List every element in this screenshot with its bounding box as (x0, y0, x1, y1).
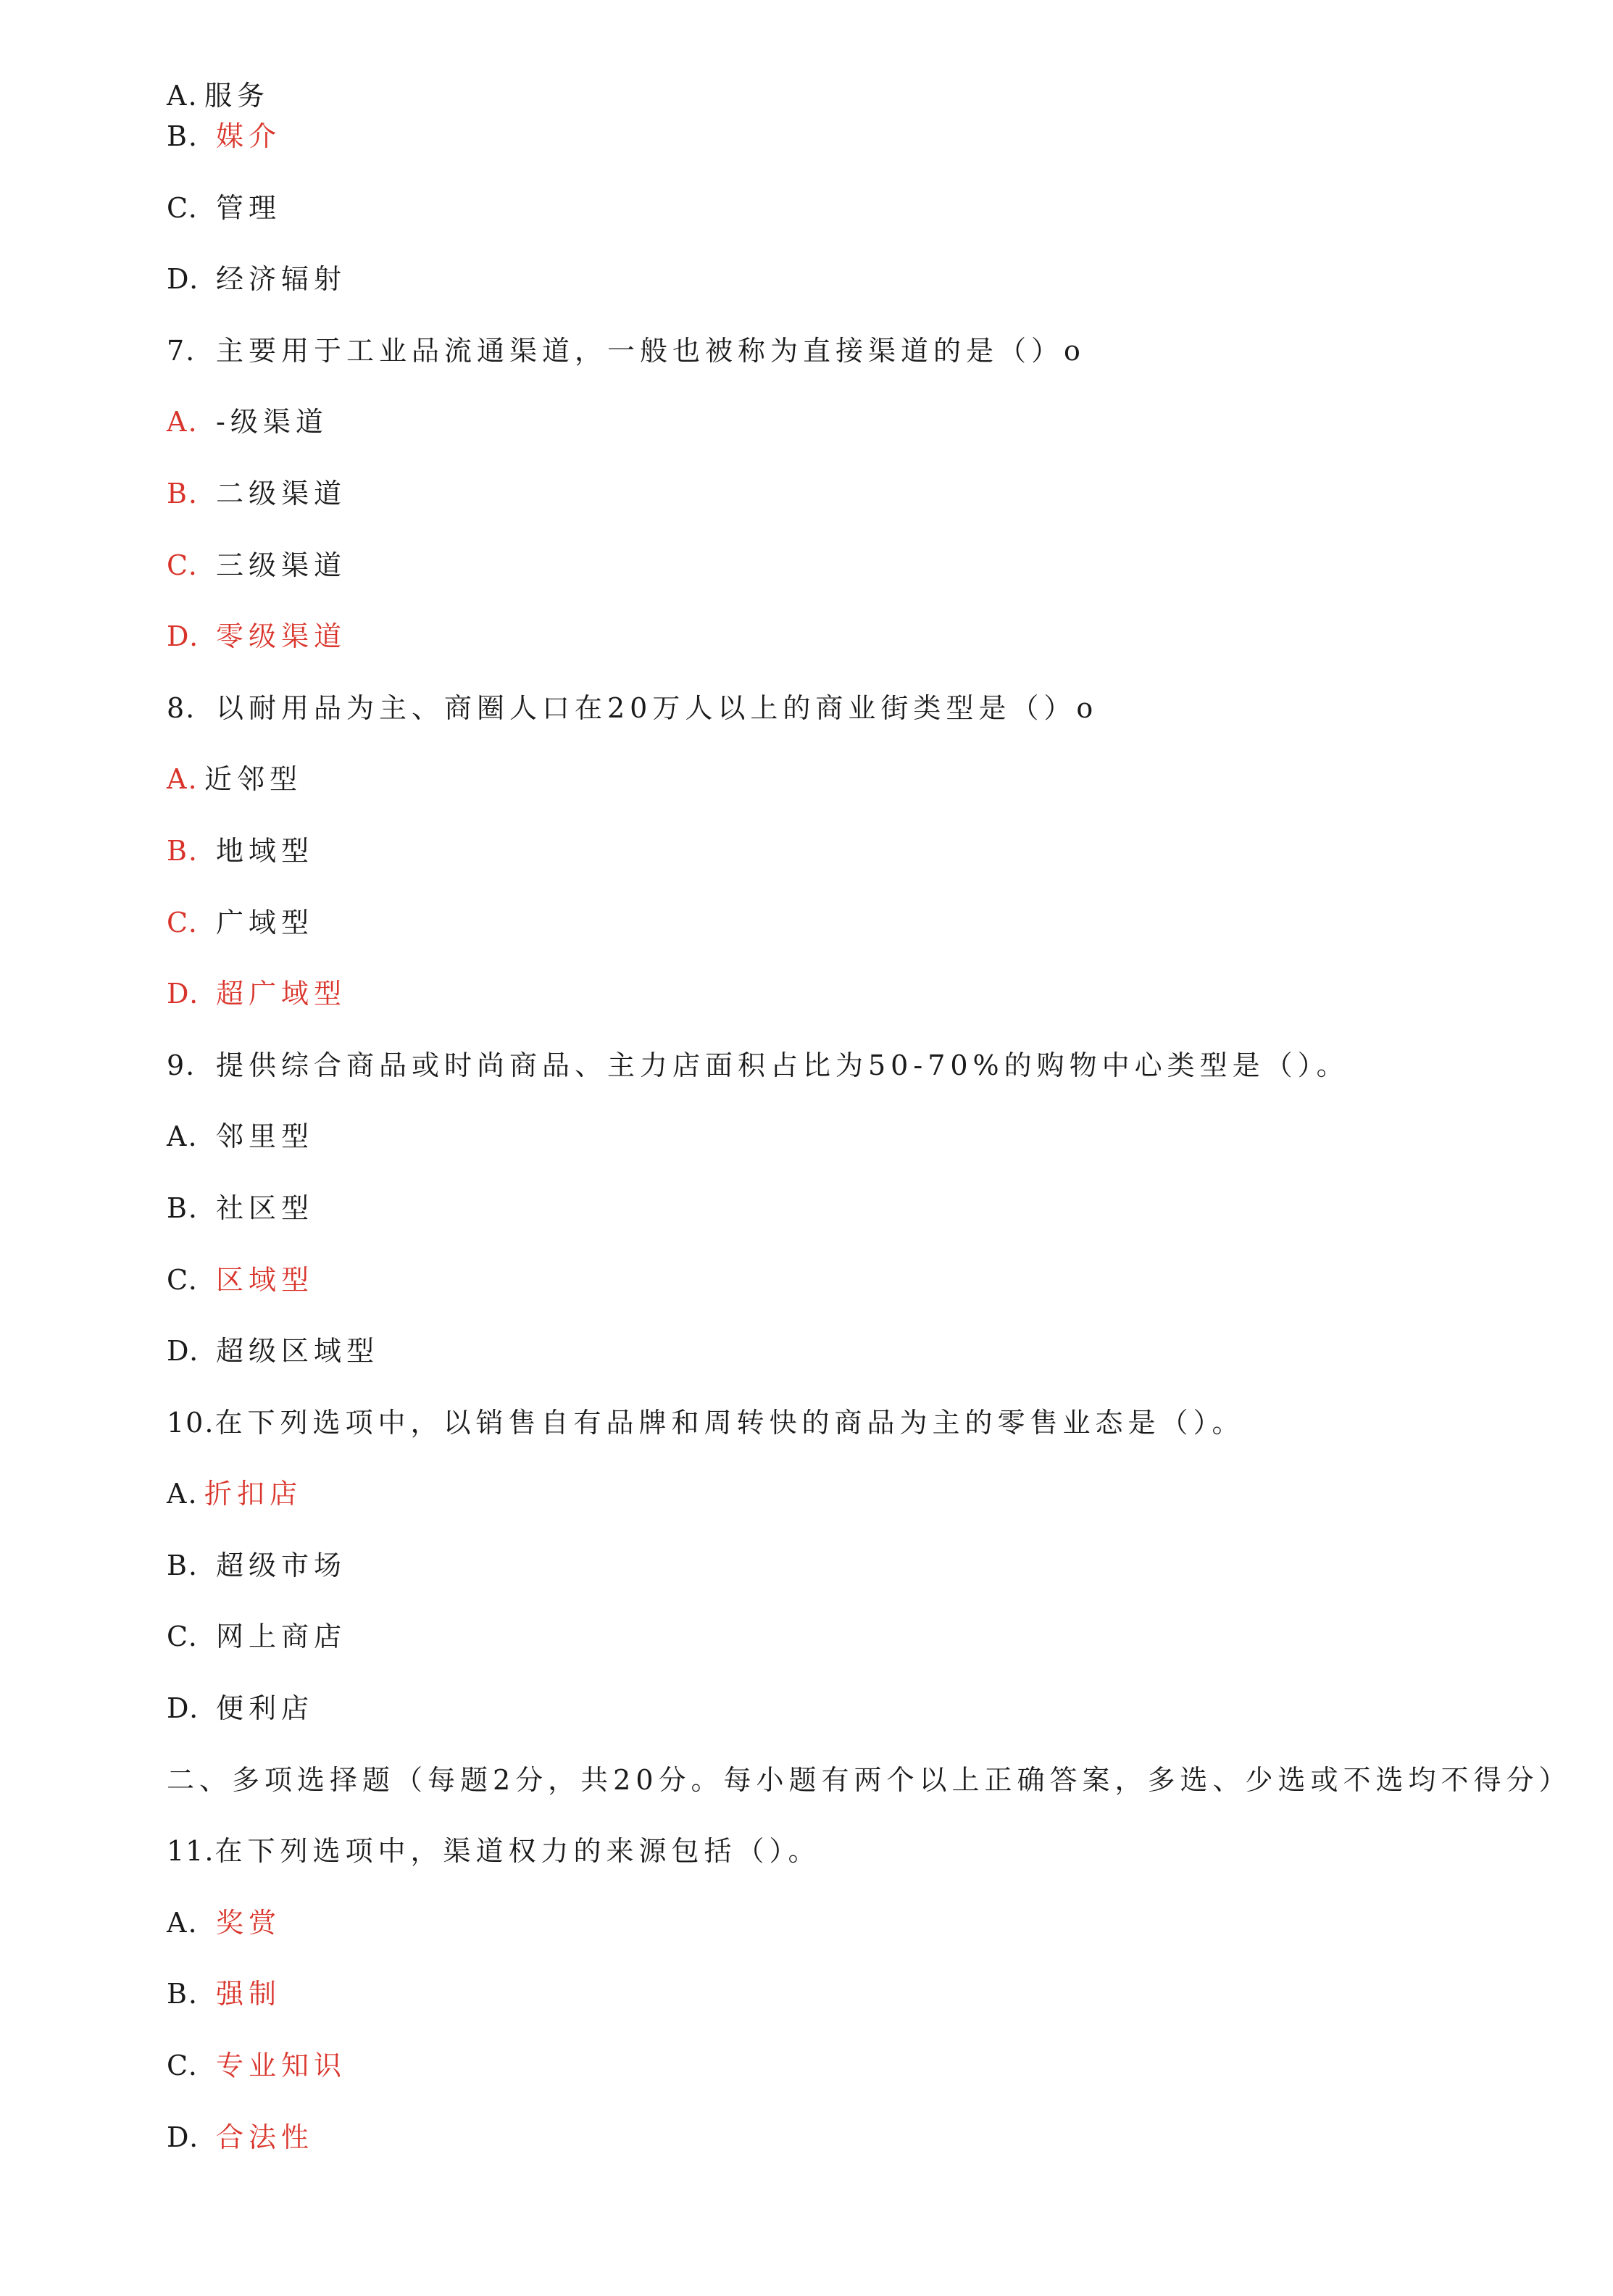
option-letter: A. (167, 1478, 199, 1510)
option-text: 经济辐射 (216, 263, 347, 296)
option-letter: D. (167, 2121, 200, 2153)
option-text: 服务 (204, 80, 270, 112)
option-letter: C. (167, 549, 199, 581)
option-letter: C. (167, 1263, 199, 1296)
option-text: 网上商店 (216, 1621, 347, 1653)
answer-option (167, 1119, 1543, 1191)
option-letter: D. (167, 978, 200, 1010)
option-letter: B. (167, 1978, 199, 2010)
option-letter: D. (167, 263, 200, 296)
option-text: 超广域型 (216, 978, 347, 1010)
option-text: 零级渠道 (216, 620, 347, 653)
option-letter: D. (167, 1692, 200, 1725)
answer-option (167, 1905, 1543, 1977)
option-text: 地域型 (216, 834, 314, 867)
question-stem (167, 1048, 1543, 1120)
question-number: 9. (167, 1049, 196, 1081)
option-text: 三级渠道 (216, 549, 347, 581)
exam-page (167, 78, 1572, 2191)
question-stem (167, 333, 1543, 405)
question-number: 8. (167, 691, 196, 724)
option-text: 超级区域型 (216, 1335, 380, 1368)
option-letter: B. (167, 1191, 199, 1224)
answer-option (167, 1548, 1543, 1620)
option-letter: A. (167, 763, 199, 796)
option-letter: A. (167, 80, 199, 112)
option-text: 奖赏 (216, 1906, 282, 1939)
question-text: 提供综合商品或时尚商品、主力店面积占比为50-70%的购物中心类型是（）。 (216, 1049, 1349, 1081)
question-number: 7. (167, 334, 196, 367)
option-text: 专业知识 (216, 2050, 347, 2082)
option-text: 强制 (216, 1978, 282, 2010)
answer-option (167, 78, 1543, 119)
question-number: 11. (167, 1835, 215, 1868)
option-text: 二级渠道 (216, 477, 347, 509)
option-letter: B. (167, 834, 199, 867)
answer-option (167, 548, 1543, 620)
option-letter: A. (167, 1906, 199, 1939)
option-text: 媒介 (216, 120, 282, 152)
answer-option (167, 1191, 1543, 1263)
option-text: 管理 (216, 191, 282, 224)
question-text: 在下列选项中，渠道权力的来源包括（）。 (214, 1835, 821, 1868)
option-letter: C. (167, 906, 199, 939)
option-text: -级渠道 (216, 406, 328, 438)
option-text: 折扣店 (204, 1478, 303, 1510)
option-letter: D. (167, 1335, 200, 1368)
section-heading (167, 1763, 1572, 1834)
answer-option (167, 2048, 1543, 2120)
answer-option (167, 619, 1543, 691)
answer-option (167, 119, 1543, 191)
answer-option (167, 976, 1543, 1048)
option-letter: B. (167, 477, 199, 509)
answer-option (167, 404, 1543, 476)
option-text: 社区型 (216, 1191, 314, 1224)
option-letter: C. (167, 191, 199, 224)
option-text: 广域型 (216, 906, 314, 939)
option-text: 便利店 (216, 1692, 314, 1725)
answer-option (167, 1691, 1543, 1763)
option-text: 区域型 (216, 1263, 314, 1296)
option-letter: C. (167, 1621, 199, 1653)
question-text: 以耐用品为主、商圈人口在20万人以上的商业街类型是（）o (216, 691, 1099, 724)
answer-option (167, 1334, 1543, 1405)
section-heading-text: 二、多项选择题（每题2分，共20分。每小题有两个以上正确答案，多选、少选或不选均不得分） (167, 1763, 1572, 1796)
option-text: 近邻型 (204, 763, 303, 796)
option-letter: B. (167, 1549, 199, 1581)
option-letter: A. (167, 1120, 199, 1153)
answer-option (167, 762, 1543, 833)
question-stem (167, 691, 1543, 762)
answer-option (167, 1619, 1543, 1691)
option-letter: C. (167, 2050, 199, 2082)
option-letter: B. (167, 120, 199, 152)
answer-option (167, 833, 1543, 905)
question-stem (167, 1834, 1543, 1905)
answer-option (167, 905, 1543, 977)
question-number: 10. (167, 1406, 215, 1439)
option-text: 邻里型 (216, 1120, 314, 1153)
option-letter: D. (167, 620, 200, 653)
option-text: 合法性 (216, 2121, 314, 2153)
option-letter: A. (167, 406, 199, 438)
answer-option (167, 2120, 1543, 2192)
question-text: 在下列选项中，以销售自有品牌和周转快的商品为主的零售业态是（）。 (214, 1406, 1245, 1439)
answer-option (167, 191, 1543, 262)
answer-option (167, 476, 1543, 548)
answer-option (167, 1263, 1543, 1334)
question-text: 主要用于工业品流通渠道，一般也被称为直接渠道的是（）o (216, 334, 1085, 367)
answer-option (167, 1976, 1543, 2048)
answer-option (167, 262, 1543, 333)
option-text: 超级市场 (216, 1549, 347, 1581)
question-stem (167, 1405, 1543, 1477)
answer-option (167, 1476, 1543, 1548)
